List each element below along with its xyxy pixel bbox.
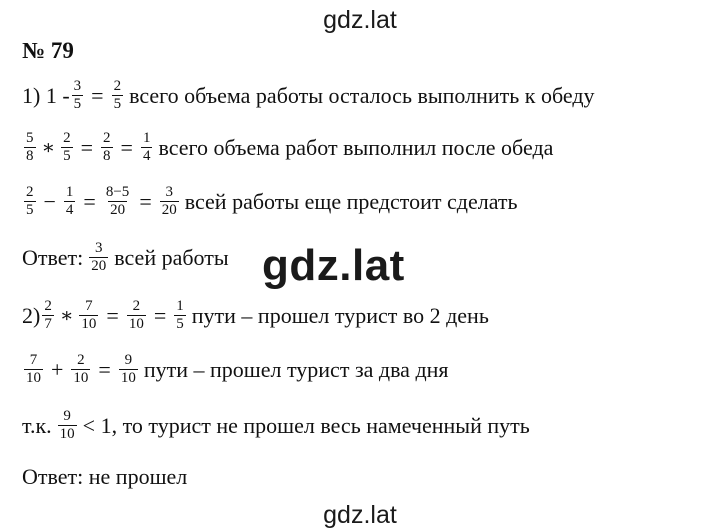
part1-line3 xyxy=(22,184,518,219)
equals-sign: = xyxy=(106,302,119,328)
line-text: всего объема работы осталось выполнить к обеду xyxy=(129,82,595,108)
line-text: пути – прошел турист во 2 день xyxy=(191,302,489,328)
fraction: $\frac{2}{10}$ xyxy=(128,298,144,332)
fraction: $\frac{2}{5}$ xyxy=(26,184,34,218)
part2-line1 xyxy=(22,298,489,333)
part2-answer xyxy=(22,464,187,490)
fraction: $\frac{1}{5}$ xyxy=(176,298,184,332)
problem-number: № 79 xyxy=(22,38,74,63)
part1-line2 xyxy=(22,130,553,165)
watermark-top: gdz.lat xyxy=(323,6,397,34)
plus-sign: + xyxy=(51,356,64,382)
multiply-sign: ∗ xyxy=(41,137,56,159)
part2-label: 2) xyxy=(22,302,41,328)
part2-line2 xyxy=(22,352,449,387)
line-text: всей работы xyxy=(114,244,229,270)
fraction: $\frac{2}{8}$ xyxy=(103,130,111,164)
fraction: $\frac{7}{10}$ xyxy=(26,352,41,386)
watermark-center: gdz.lat xyxy=(262,241,405,290)
fraction: $\frac{3}{20}$ xyxy=(91,240,107,274)
fraction: $\frac{2}{5}$ xyxy=(113,78,122,112)
equals-sign: = xyxy=(153,302,167,328)
equals-sign: = xyxy=(120,134,133,160)
fraction: $\frac{2}{10}$ xyxy=(73,352,89,386)
part1-answer xyxy=(22,240,229,275)
equals-sign: = xyxy=(80,134,94,160)
part1-line1 xyxy=(22,78,595,113)
line-text: всего объема работ выполнил после обеда xyxy=(158,134,554,160)
part2-line3 xyxy=(22,408,530,443)
fraction: $\frac{1}{4}$ xyxy=(142,130,151,164)
line-text: пути – прошел турист за два дня xyxy=(143,356,449,382)
fraction: $\frac{2}{5}$ xyxy=(63,130,71,164)
part1-label: 1) 1 - xyxy=(22,82,70,108)
equals-sign: = xyxy=(139,188,152,214)
answer-text: Ответ: не прошел xyxy=(22,464,188,489)
since-label: т.к. xyxy=(22,412,52,438)
equals-sign: = xyxy=(83,188,96,214)
fraction: $\frac{9}{10}$ xyxy=(120,352,136,386)
answer-label: Ответ: xyxy=(22,244,84,270)
fraction: $\frac{2}{7}$ xyxy=(44,298,52,332)
equals-sign: = xyxy=(98,356,111,382)
fraction: $\frac{3}{5}$ xyxy=(73,78,82,112)
fraction: $\frac{1}{4}$ xyxy=(65,184,74,218)
fraction: $\frac{9}{10}$ xyxy=(59,408,75,442)
minus-sign: − xyxy=(43,188,56,214)
fraction: $\frac{7}{10}$ xyxy=(81,298,97,332)
equals-sign: = xyxy=(91,82,104,108)
fraction: $\frac{3}{20}$ xyxy=(161,184,177,218)
multiply-sign: ∗ xyxy=(59,305,74,327)
fraction: $\frac{8-5}{20}$ xyxy=(105,184,130,218)
watermark-bottom: gdz.lat xyxy=(323,501,397,529)
fraction: $\frac{5}{8}$ xyxy=(26,130,34,164)
line-text: всей работы еще предстоит сделать xyxy=(184,188,518,214)
line-text: < 1, то турист не прошел весь намеченный путь xyxy=(82,412,530,438)
